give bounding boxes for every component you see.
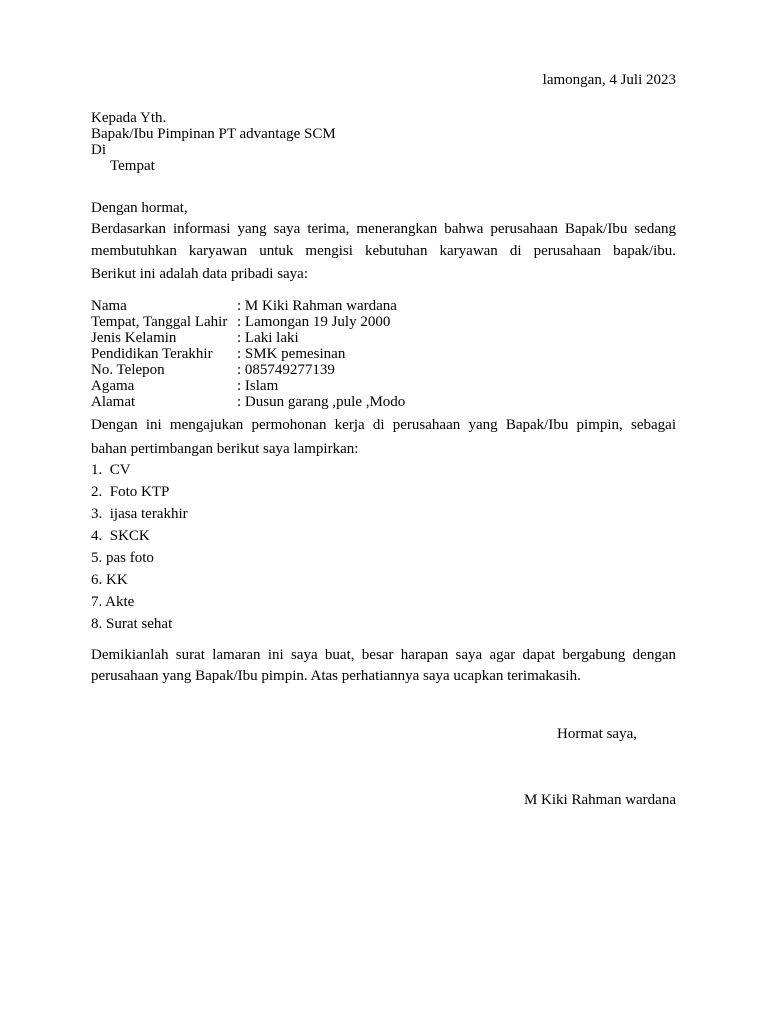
intro-last-line: Berikut ini adalah data pribadi saya: [91,266,309,282]
closing-last-line: perusahaan yang Bapak/Ibu pimpin. Atas perhatiannya saya ucapkan terimakasih. [91,668,581,684]
list-item: 6. KK [91,572,128,588]
personal-data-row [91,394,405,410]
recipient-line: Tempat [110,158,155,174]
data-label: Tempat, Tanggal Lahir [91,314,228,330]
personal-data-row [91,330,405,346]
request-paragraph: Dengan ini mengajukan permohonan kerja di perusahaan yang Bapak/Ibu pimpin, sebagai [91,417,676,433]
list-item: 5. pas foto [91,550,154,566]
data-value: : 085749277139 [237,362,335,378]
list-item: 1. CV [91,462,131,478]
personal-data-table [91,298,405,410]
personal-data-row [91,314,405,330]
attachment-list [91,459,188,635]
data-value: : SMK pemesinan [237,346,346,362]
personal-data-row [91,378,405,394]
data-value: : Dusun garang ,pule ,Modo [237,394,406,410]
data-label: No. Telepon [91,362,165,378]
data-label: Jenis Kelamin [91,330,177,346]
data-label: Alamat [91,394,136,410]
data-value: : Islam [237,378,279,394]
recipient-line: Kepada Yth. [91,110,167,126]
personal-data-row [91,298,405,314]
list-item: 4. SKCK [91,528,150,544]
place-date: lamongan, 4 Juli 2023 [542,72,676,88]
request-last-line: bahan pertimbangan berikut saya lampirkan: [91,441,359,457]
recipient-block [91,110,336,174]
personal-data-row [91,362,405,378]
salutation: Dengan hormat, [91,200,188,216]
recipient-line: Di [91,142,106,158]
intro-paragraph: Berdasarkan informasi yang saya terima, menerangkan bahwa perusahaan Bapak/Ibu sedang membutuhkan karyawan untuk mengisi kebutuhan karyawan di perusahaan bapak/ibu. [91,221,676,259]
data-value: : Laki laki [237,330,299,346]
list-item: 2. Foto KTP [91,484,170,500]
data-value: : M Kiki Rahman wardana [237,298,397,314]
closing-paragraph: Demikianlah surat lamaran ini saya buat, besar harapan saya agar dapat bergabung dengan [91,647,676,663]
list-item: 8. Surat sehat [91,616,173,632]
data-label: Pendidikan Terakhir [91,346,213,362]
list-item: 7. Akte [91,594,135,610]
data-label: Agama [91,378,135,394]
data-label: Nama [91,298,127,314]
personal-data-row [91,346,405,362]
data-value: : Lamongan 19 July 2000 [237,314,391,330]
sign-off: Hormat saya, [557,726,637,742]
signatory-name: M Kiki Rahman wardana [523,792,676,808]
recipient-line: Bapak/Ibu Pimpinan PT advantage SCM [91,126,336,142]
list-item: 3. ijasa terakhir [91,506,188,522]
